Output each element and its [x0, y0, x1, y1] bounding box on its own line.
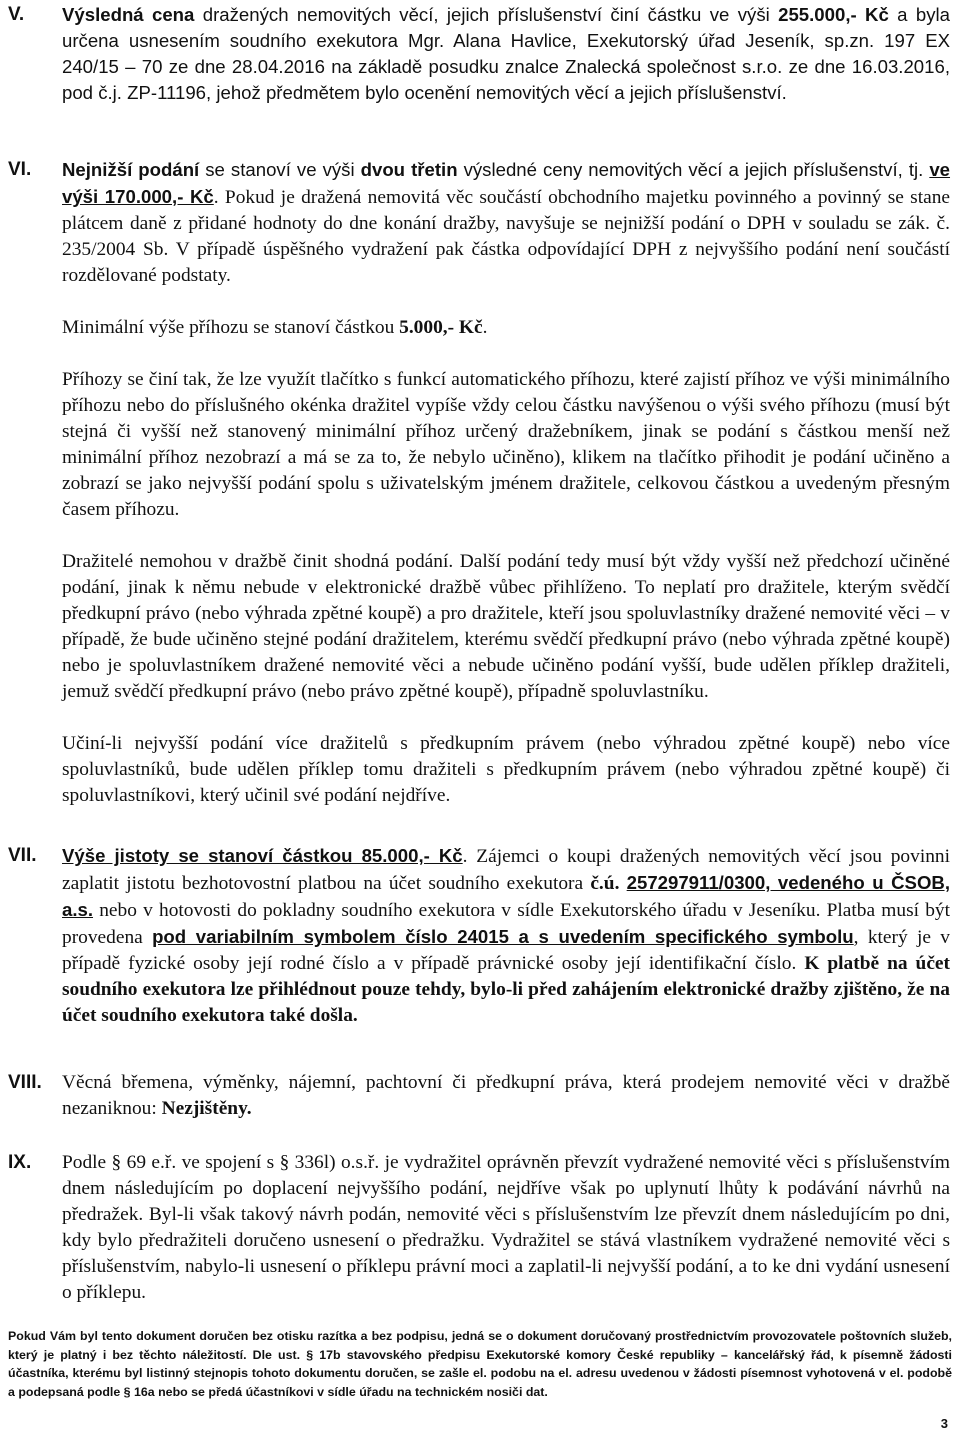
paragraph: Výše jistoty se stanoví částkou 85.000,- Kč. Zájemci o koupi dražených nemovitých věcí jsou povinni zaplatit jistotu bezhotovostní platbou na účet soudního exekutora č.ú. 257297911/0300, vedeného u ČSOB, a.s. nebo v hotovosti do pokladny soudního exekutora v sídle Exekutorského úřadu v Jeseníku. Platba musí být provedena pod variabilním symbolem číslo 24015 a s uvedením specifického symbolu, který je v případě fyzické osoby její rodné číslo a v případě právnické osoby její identifikační číslo. K platbě na účet soudního exekutora lze přihlédnout pouze tehdy, bylo-li před zahájením elektronické dražby zjištěno, že na účet soudního exekutora také došla. — [62, 845, 951, 1026]
paragraph: Příhozy se činí tak, že lze využít tlačítko s funkcí automatického příhozu, které zajistí příhoz ve výši minimálního příhozu nebo do příslušného okénka dražitel vypíše vždy celou částku navýšenou o výši svého příhozu (musí být stejná či vyšší než stanovený minimální příhoz určený dražebníkem, jinak se podání s částkou menší než minimální příhoz nezobrazí a má se za to, že nebylo učiněno), klikem na tlačítko přihodit je podání učiněno a zobrazí se jako nejvyšší podání spolu s uživatelským jménem dražitele, celkovou částkou a uvedeným přesným časem příhozu. — [62, 369, 950, 520]
bank-account: 257297911/0300, vedeného u ČSOB, a.s. — [62, 872, 950, 920]
paragraph-min-increment: Minimální výše příhozu se stanoví částkou 5.000,- Kč. — [62, 317, 488, 338]
section-number: IX. — [8, 1152, 32, 1173]
term-vysledna-cena: Výsledná cena — [62, 4, 195, 25]
section-body — [62, 157, 950, 809]
section-body — [62, 1070, 950, 1122]
paragraph: Věcná břemena, výměnky, nájemní, pachtovní či předkupní práva, která prodejem nemovité věci v dražbě nezaniknou: Nezjištěny. — [62, 1072, 950, 1119]
variable-symbol: pod variabilním symbolem číslo 24015 a s uvedením specifického symbolu — [152, 926, 854, 947]
section-viii — [8, 1070, 952, 1122]
encumbrances-status: Nezjištěny. — [161, 1098, 252, 1119]
section-vi — [8, 157, 952, 809]
paragraph: Dražitelé nemohou v dražbě činit shodná podání. Další podání tedy musí být vždy vyšší než předchozí učiněné podání, jinak k němu nebude v elektronické dražbě vůbec přihlíženo. To neplatí pro dražitele, kterým svědčí předkupní právo (nebo výhrada zpětné koupě) a pro dražitele, kteří jsou spoluvlastníky dražené nemovité věci – v případě, že bude učiněno stejné podání dražitelem, kterému svědčí předkupní právo (nebo výhrada zpětné koupě) nebo je spoluvlastníkem dražené nemovité věci a nebude učiněno podání vyšší, bude udělen příklep dražiteli, jemuž svědčí předkupní právo (nebo právo zpětné koupě), případně spoluvlastníku. — [62, 551, 950, 702]
deposit-amount: Výše jistoty se stanoví částkou 85.000,- Kč — [62, 845, 463, 866]
term-nejnizsi-podani: Nejnižší podání — [62, 159, 200, 180]
section-body — [62, 1150, 950, 1306]
section-number: VIII. — [8, 1072, 42, 1093]
minimum-bid-amount: ve výši 170.000,- Kč — [62, 159, 951, 207]
payment-notice: K platbě na účet soudního exekutora lze přihlédnout pouze tehdy, bylo-li před zahájením elektronické dražby zjištěno, že na účet soudního exekutora také došla. — [62, 953, 950, 1026]
footer-notice: Pokud Vám byl tento dokument doručen bez otisku razítka a bez podpisu, jedná se o dokument doručovaný prostřednictvím provozovatele poštovních služeb, který je platný i bez těchto náležitostí. Dle ust. § 17b stavovského předpisu Exekutorské komory České republiky – kancelářský řád, k písemně žádosti účastníka, kterému byl listinný stejnopis tohoto dokumentu doručen, se zašle el. podobu na el. adresu uvedenou v žádosti písemnost vyhotovená v el. podobě a podepsaná podle § 16a nebo se předá účastníkovi v sídle úřadu na technickém nosiči dat. — [8, 1329, 952, 1399]
section-vii — [8, 843, 952, 1029]
section-body — [62, 843, 950, 1029]
page-number: 3 — [940, 1416, 948, 1431]
section-v — [8, 2, 952, 106]
section-body — [62, 2, 950, 106]
paragraph: Učiní-li nejvyšší podání více dražitelů s předkupním právem (nebo výhradou zpětné koupě) nebo více spoluvlastníků, bude udělen příklep tomu dražiteli s předkupním právem (nebo výhradou zpětné koupě) či spoluvlastníkovi, který učinil své podání nejdříve. — [62, 733, 950, 806]
section-number: VI. — [8, 159, 32, 180]
section-number: V. — [8, 4, 25, 25]
section-number: VII. — [8, 845, 37, 866]
min-increment-amount: 5.000,- Kč — [399, 317, 483, 338]
paragraph: Výsledná cena dražených nemovitých věcí, jejich příslušenství činí částku ve výši 255.000,- Kč a byla určena usnesením soudního exekutora Mgr. Alana Havlice, Exekutorský úřad Jeseník, sp.zn. 197 EX 240/15 – 70 ze dne 28.04.2016 na základě posudku znalce Znalecká společnost s.r.o. ze dne 16.03.2016, pod č.j. ZP-11196, jehož předmětem bylo ocenění nemovitých věcí a jejich příslušenství. — [62, 4, 950, 103]
paragraph: Nejnižší podání se stanoví ve výši dvou třetin výsledné ceny nemovitých věcí a jejich příslušenství, tj. ve výši 170.000,- Kč. Pokud je dražená nemovitá věc součástí obchodního majetku povinného a povinný se stane plátcem daně z přidané hodnoty do dne konání dražby, navyšuje se nejnižší podání o DPH v souladu se zák. č. 235/2004 Sb. V případě úspěšného vydražení pak částka odpovídající DPH z nejvyššího podání není součástí rozdělované podstaty. — [62, 159, 951, 286]
price-amount: 255.000,- Kč — [778, 4, 889, 25]
section-ix — [8, 1150, 952, 1306]
paragraph: Podle § 69 e.ř. ve spojení s § 336l) o.s.ř. je vydražitel oprávněn převzít vydražené nemovité věci s příslušenstvím dnem následujícím po doplacení nejvyššího podání, nejdříve však po uplynutí lhůty k podávání návrhů na předražek. Byl-li však takový návrh podán, nemovité věci s příslušenstvím lze převzít dnem následujícím po dni, kdy bylo předražiteli doručeno usnesení o předražku. Vydražitel se stává vlastníkem vydražené nemovité věci s příslušenstvím, nabylo-li usnesení o příklepu právní moci a zaplatil-li nejvyšší podání, a to ke dni vydání usnesení o příklepu. — [62, 1152, 950, 1303]
